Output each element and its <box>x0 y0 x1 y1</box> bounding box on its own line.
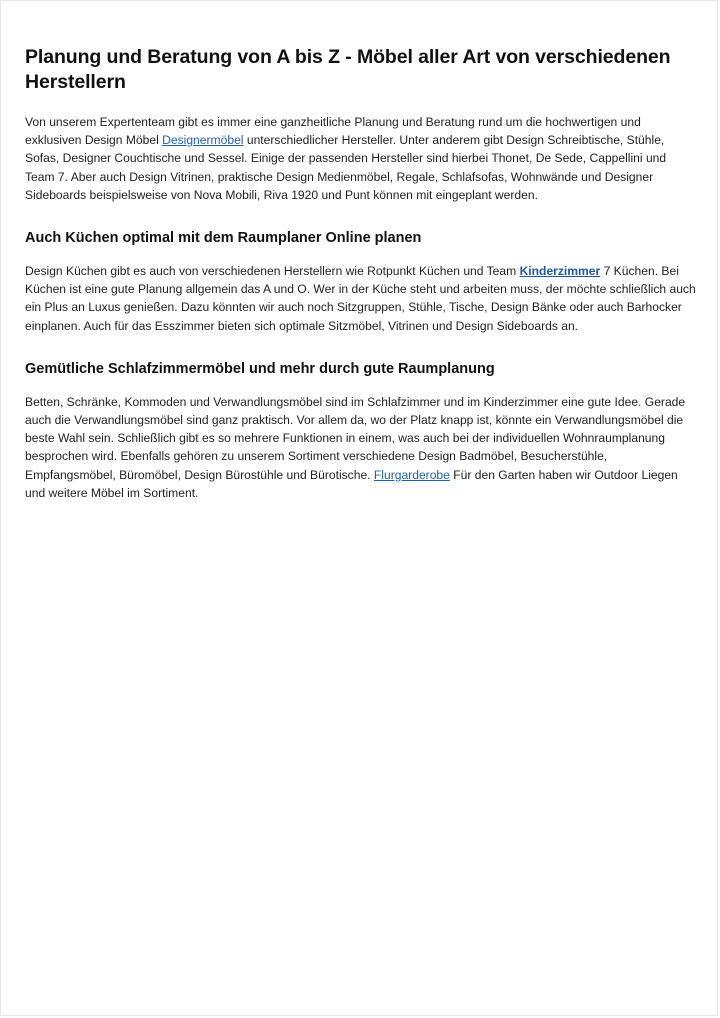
kinderzimmer-link[interactable]: Kinderzimmer <box>519 264 601 279</box>
designermoebel-link[interactable]: Designermöbel <box>162 133 244 148</box>
kitchen-heading: Auch Küchen optimal mit dem Raumplaner Online planen <box>25 230 422 247</box>
intro-paragraph <box>25 113 697 204</box>
page-title: Planung und Beratung von A bis Z - Möbel aller Art von verschiedenen Herstellern <box>25 46 671 93</box>
article <box>25 45 697 526</box>
kitchen-text-after: 7 Küchen. Bei Küchen ist eine gute Planung allgemein das A und O. Wer in der Küche steht und arbeiten muss, der möchte schließlich auch ein Plus an Luxus genießen. Dazu könnten wir auch noch Sitzgruppen, Stühle, Tische, Design Bänke oder auch Barhocker einplanen. Auch für das Esszimmer bieten sich optimale Sitzmöbel, Vitrinen und Design Sideboards an. <box>25 264 696 333</box>
bedroom-heading: Gemütliche Schlafzimmermöbel und mehr durch gute Raumplanung <box>25 360 495 377</box>
flurgarderobe-link[interactable]: Flurgarderobe <box>373 467 450 482</box>
bedroom-text-before: Betten, Schränke, Kommoden und Verwandlungsmöbel sind im Schlafzimmer und im Kinderzimmer eine gute Idee. Gerade auch die Verwandlungsmöbel sind ganz praktisch. Vor allem da, wo der Platz knapp ist, könnte ein Verwandlungsmöbel die beste Wahl sein. Schließlich gibt es so mehrere Funktionen in einem, was auch bei der individuellen Wohnraumplanung besprochen wird. Ebenfalls gehören zu unserem Sortiment verschiedene Design Badmöbel, Besucherstühle, Empfangsmöbel, Büromöbel, Design Bürostühle und Bürotische. <box>25 394 686 482</box>
intro-text-before: Von unserem Expertenteam gibt es immer eine ganzheitliche Planung und Beratung rund um die hochwertigen und exklusiven Design Möbel <box>25 115 641 148</box>
kitchen-text-before: Design Küchen gibt es auch von verschiedenen Herstellern wie Rotpunkt Küchen und Team <box>25 264 520 279</box>
bedroom-paragraph <box>25 393 697 502</box>
bedroom-text-after: Für den Garten haben wir Outdoor Liegen und weitere Möbel im Sortiment. <box>25 467 678 500</box>
intro-text-after: unterschiedlicher Hersteller. Unter anderem gibt Design Schreibtische, Stühle, Sofas, Designer Couchtische und Sessel. Einige der passenden Hersteller sind hierbei Thonet, De Sede, Cappellini und Team 7. Aber auch Design Vitrinen, praktische Design Medienmöbel, Regale, Schlafsofas, Wohnwände und Designer Sideboards beispielsweise von Nova Mobili, Riva 1920 und Punt können mit eingeplant werden. <box>25 133 667 202</box>
kitchen-paragraph <box>25 262 697 335</box>
